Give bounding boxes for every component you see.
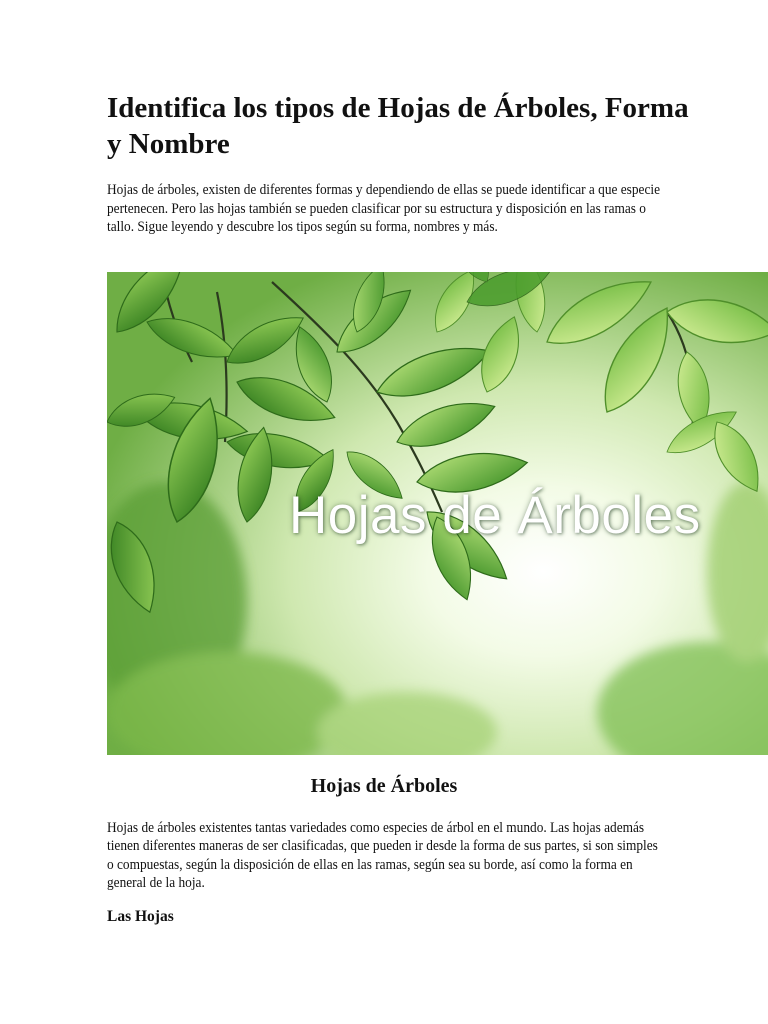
section-title	[0, 773, 768, 799]
page-title: Identifica los tipos de Hojas de Árboles, Forma y Nombre	[107, 92, 689, 160]
section-title-text: Hojas de Árboles	[310, 775, 458, 797]
hero-image	[107, 272, 768, 755]
hero-overlay-title: Hojas de Árboles	[289, 486, 701, 545]
subheading: Las Hojas	[107, 908, 174, 925]
section-paragraph: Hojas de árboles existentes tantas variedades como especies de árbol en el mundo. Las hojas además tienen diferentes maneras de ser clasificadas, que pueden ir desde la forma de sus partes, si son simples o compuestas, según la disposición de ellas en las ramas, según sea su borde, así como la forma en general de la hoja.	[107, 820, 658, 891]
intro-paragraph: Hojas de árboles, existen de diferentes formas y dependiendo de ellas se puede identificar a que especie pertenecen. Pero las hojas también se pueden clasificar por su estructura y disposición en las ramas o tallo. Sigue leyendo y descubre los tipos según su forma, nombres y más.	[107, 182, 661, 235]
